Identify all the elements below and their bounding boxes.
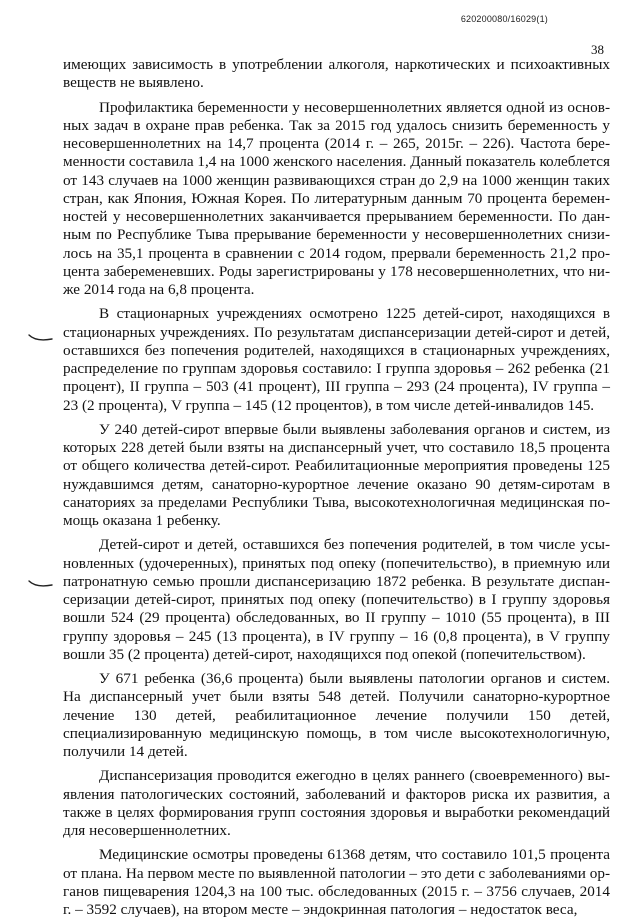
margin-check-mark-icon bbox=[28, 333, 54, 343]
paragraph-substance-dependence: имеющих зависимость в употреблении алкоголя, наркотических и психоактивных веществ не выявлено. bbox=[63, 56, 610, 92]
document-body bbox=[63, 56, 610, 919]
paragraph-pathology-detected: У 671 ребенка (36,6 процента) были выявлены патологии органов и систем. На диспансерный учет были взяты 548 детей. Получили санаторно-курортное лечение 130 детей, реабилитационное лечение получили 150 детей, специализированную медицинскую помощь, в том числе высокотехнологичную, получили 14 детей. bbox=[63, 670, 610, 760]
paragraph-annual-screening: Диспансеризация проводится ежегодно в целях раннего (своевременного) выявления патологических состояний, заболеваний и факторов риска их развития, а также в целях формирования групп состояния здоровья и выработки рекомендаций для несовершеннолетних. bbox=[63, 767, 610, 839]
document-id: 620200080/16029(1) bbox=[460, 14, 548, 24]
paragraph-orphans-inpatient: В стационарных учреждениях осмотрено 1225 детей-сирот, находящихся в стационарных учреждениях. По результатам диспансеризации детей-сирот и детей, оставшихся без попечения родителей, находящихся в стационарных учреждениях, распределение по группам здоровья составило: I группа здоровья – 262 ребенка (21 процент), II группа – 503 (41 процент), III группа – 293 (24 процента), IV группа – 23 (2 процента), V группа – 145 (12 процентов), в том числе детей-инвалидов 145. bbox=[63, 305, 610, 414]
paragraph-pregnancy-prevention: Профилактика беременности у несовершеннолетних является одной из основных задач в охране прав ребенка. Так за 2015 год удалось снизить беременность у несовершеннолетних на 14,7 процента (2014 г. – 265, 2015г. – 226). Частота беременности составила 1,4 на 1000 женского населения. Данный показатель колеблется от 143 случаев на 1000 женщин развивающихся стран до 2,9 на 1000 женщин таких стран, как Япония, Южная Корея. По литературным данным 70 процента беременностей у несовершеннолетних заканчивается прерыванием беременности. По данным по Республике Тыва прерывание беременности у несовершеннолетних снизилось на 35,1 процента в сравнении с 2014 годом, прервали беременность 21,2 процента забеременевших. Роды зарегистрированы у 178 несовершеннолетних, что ниже 2014 года на 6,8 процента. bbox=[63, 98, 610, 298]
margin-check-mark-icon bbox=[28, 579, 54, 589]
page-number: 38 bbox=[591, 42, 604, 57]
paragraph-orphans-guardianship: Детей-сирот и детей, оставшихся без попечения родителей, в том числе усыновленных (удочеренных), принятых под опеку (попечительство), в приемную или патронатную семью прошли диспансеризацию 1872 ребенка. В результате диспансеризации детей-сирот, принятых под опеку (попечительство) в I группу здоровья вошли 524 (29 процента) обследованных, во II группу – 1010 (55 процента), в III группу здоровья – 245 (13 процента), в IV группу – 16 (0,8 процента), в V группу вошли 35 (2 процента) детей-сирот, находящихся под опекой (попечительством). bbox=[63, 536, 610, 663]
paragraph-medical-exams: Медицинские осмотры проведены 61368 детям, что составило 101,5 процента от плана. На первом месте по выявленной патологии – это дети с заболеваниями органов пищеварения 1204,3 на 100 тыс. обследованных (2015 г. – 3756 случаев, 2014 г. – 3592 случаев), на втором месте – эндокринная патология – недостаток веса, bbox=[63, 846, 610, 918]
paragraph-orphans-diseases: У 240 детей-сирот впервые были выявлены заболевания органов и систем, из которых 228 детей были взяты на диспансерный учет, что составило 18,5 процента от общего количества детей-сирот. Реабилитационные мероприятия проведены 125 нуждавшимся детям, санаторно-курортное лечение оказано 90 детям-сиротам в санаториях за пределами Республики Тыва, высокотехнологичная медицинская помощь оказана 1 ребенку. bbox=[63, 420, 610, 529]
